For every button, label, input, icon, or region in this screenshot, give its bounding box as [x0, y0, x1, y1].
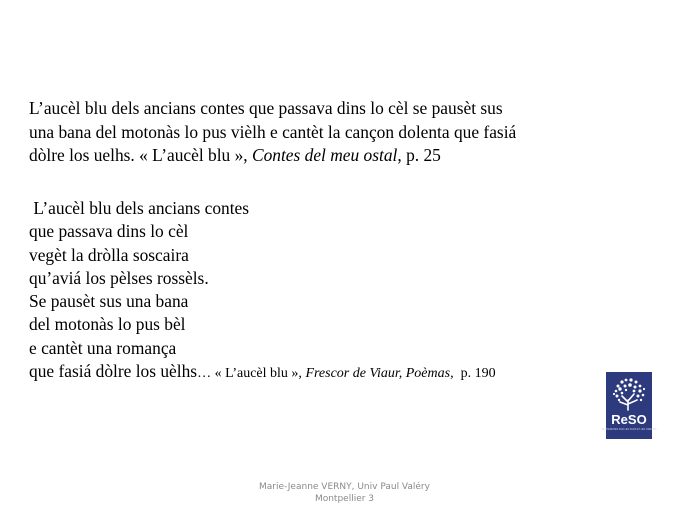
footer-institution: Montpellier 3: [314, 494, 375, 504]
prose-line-3-text: dòlre los uelhs. « L’aucèl blu »,: [29, 145, 252, 165]
tree-icon: [620, 394, 637, 410]
poem-source-page: p. 190: [453, 366, 496, 382]
poem-line: vegèt la dròlla soscaira: [29, 244, 189, 265]
poem-line: e cantèt una romança: [29, 337, 177, 358]
reso-logo-graphic: [601, 372, 657, 439]
poem-source-ref: … « L’aucèl blu »,: [197, 366, 306, 382]
logo-title: ReSO: [611, 412, 647, 427]
prose-line-1: L’aucèl blu dels ancians contes que passava dins lo cèl se pausèt sus: [29, 98, 503, 118]
tree-foliage-icon: [613, 378, 645, 401]
poem-line: L’aucèl blu dels ancians contes: [29, 198, 250, 218]
logo-subtitle: RECHERCHES SUR LES SUDS ET LES ORIENTS: [601, 428, 657, 431]
poem-line: del motonàs lo pus bèl: [29, 314, 186, 335]
prose-source-page: , p. 25: [397, 145, 441, 165]
poem-last-line-text: que fasiá dòlre los uèlhs: [29, 361, 198, 382]
prose-quote: [29, 97, 629, 168]
footer-author: Marie-Jeanne VERNY, Univ Paul Valéry: [259, 482, 430, 492]
poem-line: que passava dins lo cèl: [29, 221, 189, 242]
prose-line-2: una bana del motonàs lo pus vièlh e cantèt la cançon dolenta que fasiá: [29, 121, 517, 142]
poem-quote: [29, 197, 629, 385]
poem-line: qu’aviá los pèlses rossèls.: [29, 267, 209, 288]
prose-source-title: Contes del meu ostal: [251, 145, 398, 165]
reso-logo: [601, 372, 657, 439]
footer: [200, 481, 489, 505]
prose-line-3: [29, 144, 629, 168]
poem-line: Se pausèt sus una bana: [29, 291, 189, 312]
poem-last-line: [29, 360, 629, 385]
poem-source-title: Frescor de Viaur, Poèmas,: [305, 366, 454, 382]
